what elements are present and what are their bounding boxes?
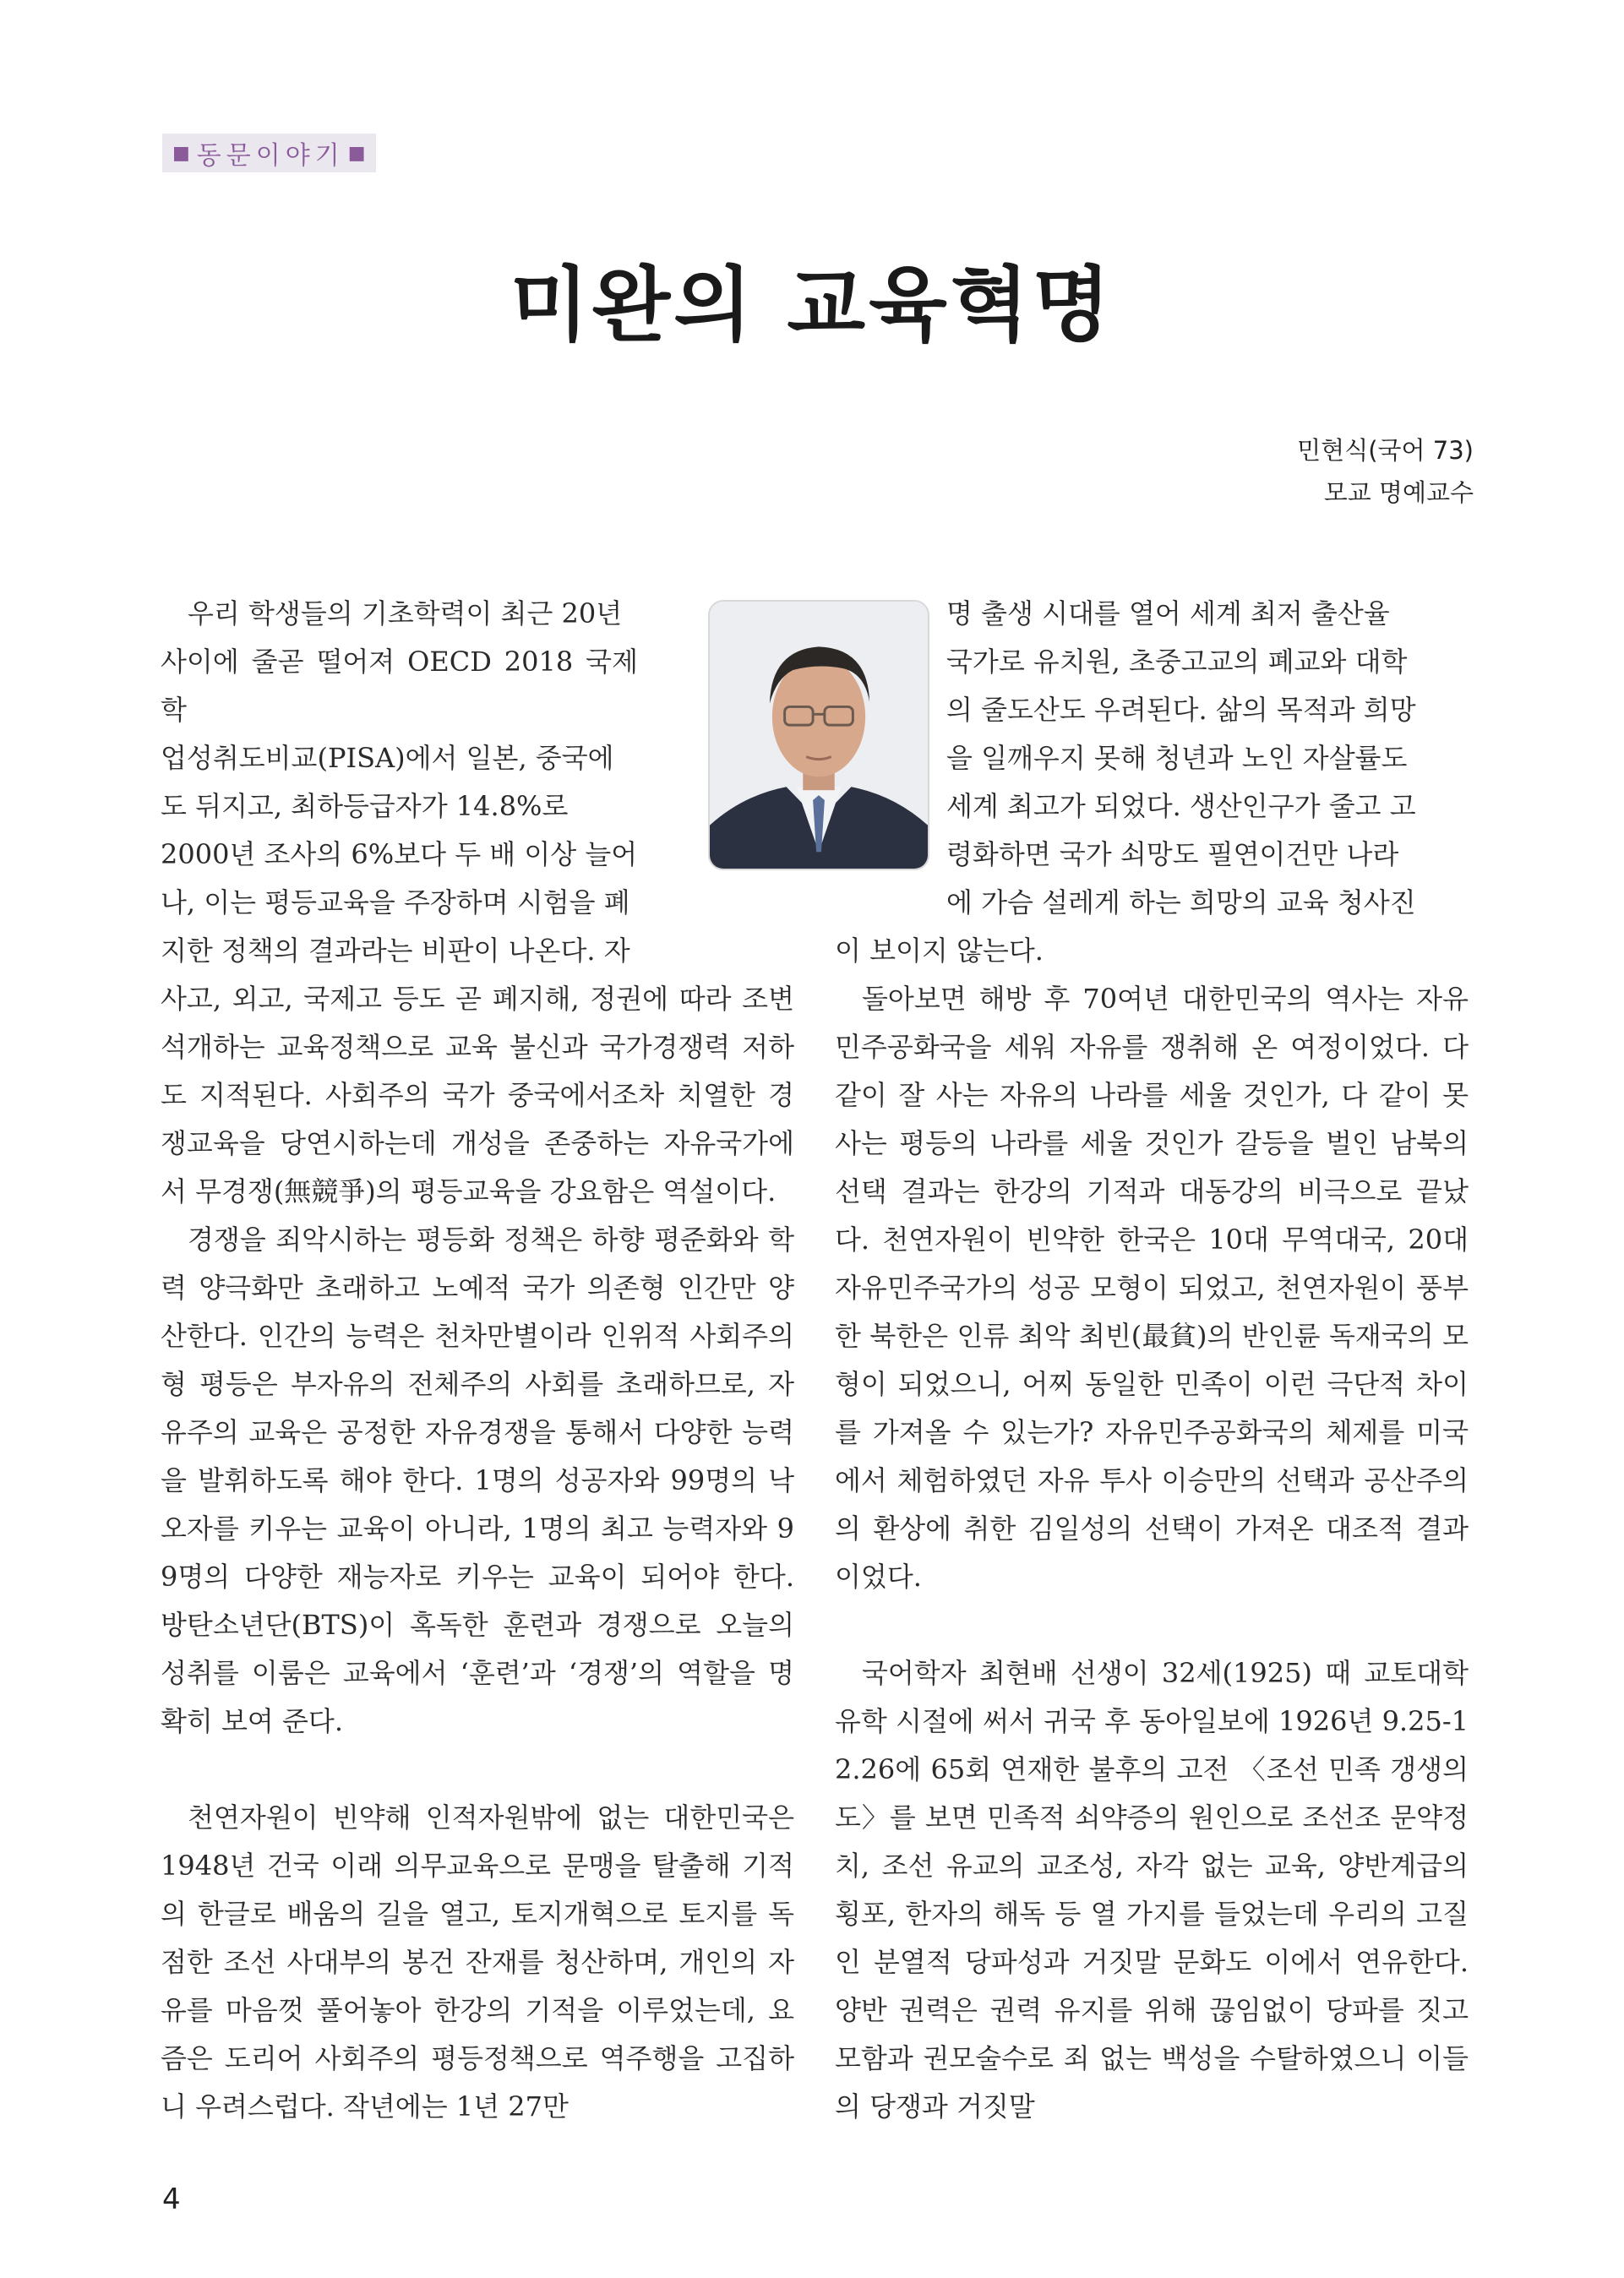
- page-number: 4: [162, 2183, 181, 2216]
- left-paragraph-3: 천연자원이 빈약해 인적자원밖에 없는 대한민국은 1948년 건국 이래 의무교육으로 문맹을 탈출해 기적의 한글로 배움의 길을 열고, 토지개혁으로 토지를 독점한 조선 사대부의 봉건 잔재를 청산하며, 개인의 자유를 마음껏 풀어놓아 한강의 기적을 이루었는데, 요즘은 도리어 사회주의 평등정책으로 역주행을 고집하니 우려스럽다. 작년에는 1년 27만: [161, 1801, 794, 2123]
- text-line: 을 일깨우지 못해 청년과 노인 자살률도: [946, 742, 1408, 774]
- text-line: 나, 이는 평등교육을 주장하며 시험을 폐: [161, 886, 630, 918]
- text-line: 2000년 조사의 6%보다 두 배 이상 늘어: [161, 838, 638, 870]
- right-column: [835, 590, 1469, 2131]
- square-bullet-icon: ■: [347, 142, 366, 164]
- text-line: 우리 학생들의 기초학력이 최근 20년: [188, 597, 623, 629]
- left-column: [161, 590, 794, 2131]
- author-position: 모교 명예교수: [1323, 478, 1474, 507]
- square-bullet-icon: ■: [172, 142, 190, 164]
- article-title: 미완의 교육혁명: [510, 257, 1114, 352]
- text-line: 업성취도비교(PISA)에서 일본, 중국에: [161, 742, 614, 774]
- text-line: 세계 최고가 되었다. 생산인구가 줄고 고: [946, 790, 1416, 822]
- left-paragraph-2: 경쟁을 죄악시하는 평등화 정책은 하향 평준화와 학력 양극화만 초래하고 노예적 국가 의존형 인간만 양산한다. 인간의 능력은 천차만별이라 인위적 사회주의형 평등은 부자유의 전체주의 사회를 초래하므로, 자유주의 교육은 공정한 자유경쟁을 통해서 다양한 능력을 발휘하도록 해야 한다. 1명의 성공자와 99명의 낙오자를 키우는 교육이 아니라, 1명의 최고 능력자와 99명의 다양한 재능자로 키우는 교육이 되어야 한다. 방탄소년단(BTS)이 혹독한 훈련과 경쟁으로 오늘의 성취를 이룸은 교육에서 ‘훈련’과 ‘경쟁’의 역할을 명확히 보여 준다.: [161, 1223, 794, 1737]
- text-line: 도 뒤지고, 최하등급자가 14.8%로: [161, 790, 569, 822]
- left-paragraph-1-rest: 사고, 외고, 국제고 등도 곧 폐지해, 정권에 따라 조변석개하는 교육정책으로 교육 불신과 국가경쟁력 저하도 지적된다. 사회주의 국가 중국에서조차 치열한 경쟁교육을 당연시하는데 개성을 존중하는 자유국가에서 무경쟁(無競爭)의 평등교육을 강요함은 역설이다.: [161, 983, 794, 1207]
- text-line: 지한 정책의 결과라는 비판이 나온다. 자: [161, 935, 630, 967]
- right-paragraph-1-wrapped: [835, 590, 1469, 927]
- text-line: 사이에 줄곧 떨어져 OECD 2018 국제학: [161, 646, 638, 726]
- left-paragraph-1-wrapped: [161, 590, 794, 975]
- text-line: 국가로 유치원, 초중고교의 폐교와 대학: [946, 646, 1408, 678]
- text-line: 령화하면 국가 쇠망도 필연이건만 나라: [946, 838, 1399, 870]
- right-paragraph-2: 돌아보면 해방 후 70여년 대한민국의 역사는 자유민주공화국을 세워 자유를 쟁취해 온 여정이었다. 다 같이 잘 사는 자유의 나라를 세울 것인가, 다 같이 못사는 평등의 나라를 세울 것인가 갈등을 벌인 남북의 선택 결과는 한강의 기적과 대동강의 비극으로 끝났다. 천연자원이 빈약한 한국은 10대 무역대국, 20대 자유민주국가의 성공 모형이 되었고, 천연자원이 풍부한 북한은 인류 최악 최빈(最貧)의 반인륜 독재국의 모형이 되었으니, 어찌 동일한 민족이 이런 극단적 차이를 가져올 수 있는가? 자유민주공화국의 체제를 미국에서 체험하였던 자유 투사 이승만의 선택과 공산주의의 환상에 취한 김일성의 선택이 가져온 대조적 결과이었다.: [835, 983, 1469, 1593]
- text-line: 에 가슴 설레게 하는 희망의 교육 청사진: [946, 886, 1416, 918]
- section-label: [162, 134, 376, 172]
- author-name: 민현식(국어 73): [1297, 436, 1474, 465]
- author-block: [1297, 429, 1474, 514]
- right-paragraph-1-rest: 이 보이지 않는다.: [835, 935, 1044, 967]
- text-line: 의 줄도산도 우려된다. 삶의 목적과 희망: [946, 694, 1416, 726]
- right-paragraph-3: 국어학자 최현배 선생이 32세(1925) 때 교토대학 유학 시절에 써서 귀국 후 동아일보에 1926년 9.25-12.26에 65회 연재한 불후의 고전 〈조선 민족 갱생의 도〉를 보면 민족적 쇠약증의 원인으로 조선조 문약정치, 조선 유교의 교조성, 자각 없는 교육, 양반계급의 횡포, 한자의 해독 등 열 가지를 들었는데 우리의 고질인 분열적 당파성과 거짓말 문화도 이에서 연유한다. 양반 권력은 권력 유지를 위해 끊임없이 당파를 짓고 모함과 권모술수로 죄 없는 백성을 수탈하였으니 이들의 당쟁과 거짓말: [835, 1657, 1469, 2123]
- section-label-text: 동문이야기: [196, 141, 345, 171]
- text-line: 명 출생 시대를 열어 세계 최저 출산율: [946, 597, 1390, 629]
